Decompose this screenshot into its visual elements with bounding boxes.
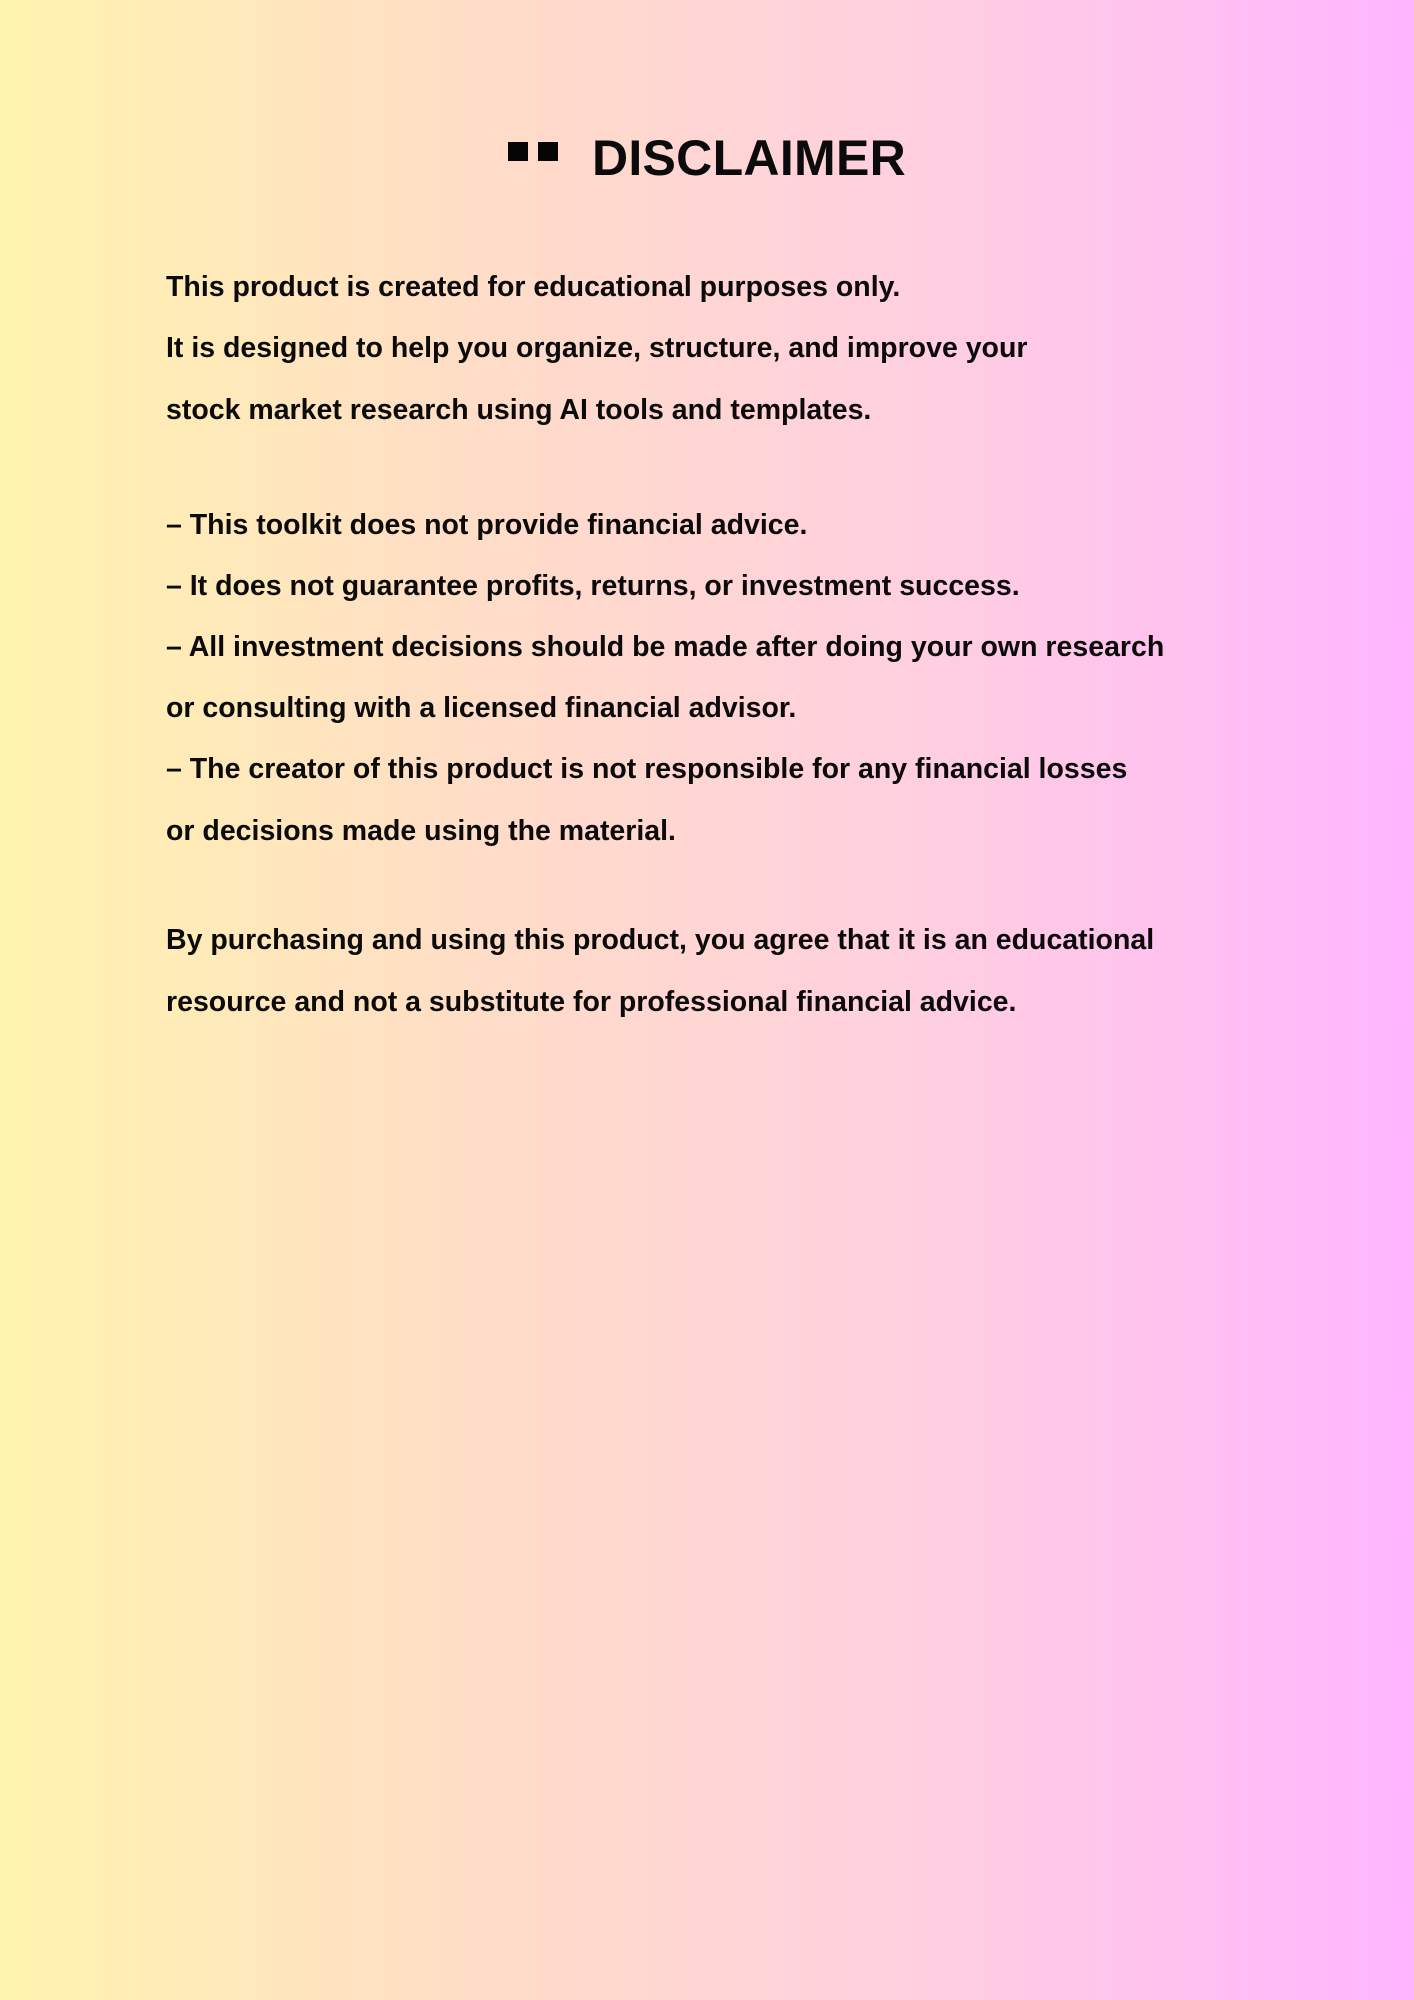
intro-line: This product is created for educational purposes only. <box>166 271 901 303</box>
intro-line: It is designed to help you organize, structure, and improve your <box>166 332 1028 364</box>
agreement-line: By purchasing and using this product, you agree that it is an educational <box>166 924 1155 956</box>
square-icon <box>508 142 528 161</box>
point-line: – All investment decisions should be made after doing your own research <box>166 631 1165 663</box>
point-line: – It does not guarantee profits, returns, or investment success. <box>166 570 1020 602</box>
page-title: DISCLAIMER <box>591 130 907 186</box>
point-line: or decisions made using the material. <box>166 815 676 847</box>
point-line: – This toolkit does not provide financial advice. <box>166 509 808 541</box>
intro-line: stock market research using AI tools and templates. <box>166 394 872 426</box>
point-line: – The creator of this product is not responsible for any financial losses <box>166 753 1128 785</box>
page-header <box>0 125 1414 191</box>
point-line: or consulting with a licensed financial advisor. <box>166 692 797 724</box>
agreement-line: resource and not a substitute for professional financial advice. <box>166 986 1017 1018</box>
squares-icon <box>508 142 558 161</box>
square-icon <box>538 142 558 161</box>
